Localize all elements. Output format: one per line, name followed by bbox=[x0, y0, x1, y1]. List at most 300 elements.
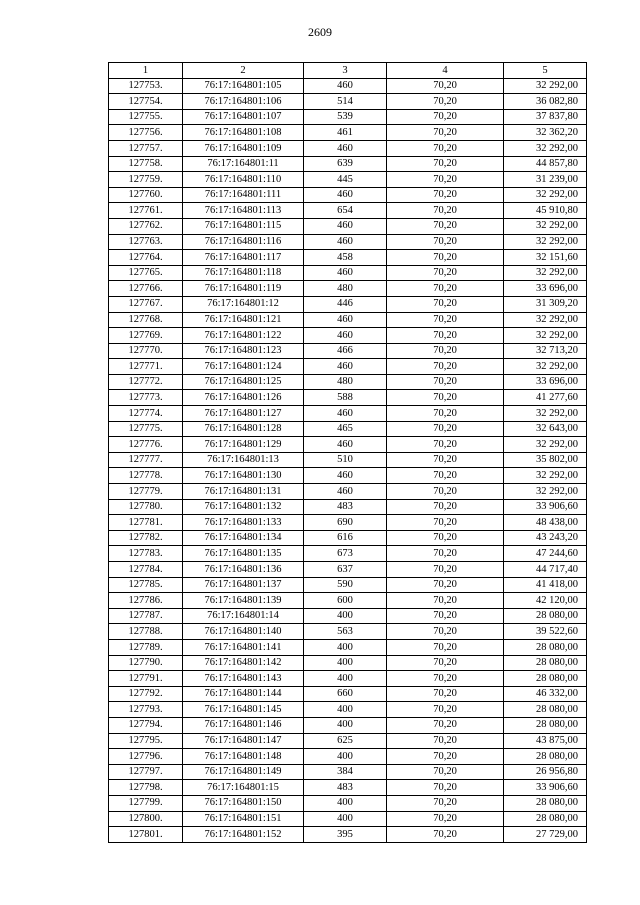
table-cell: 41 418,00 bbox=[504, 577, 587, 593]
table-cell: 127760. bbox=[109, 187, 183, 203]
table-cell: 483 bbox=[304, 499, 387, 515]
table-cell: 76:17:164801:136 bbox=[183, 562, 304, 578]
table-row bbox=[109, 390, 587, 406]
table-cell: 76:17:164801:113 bbox=[183, 203, 304, 219]
table-cell: 26 956,80 bbox=[504, 764, 587, 780]
table-cell: 28 080,00 bbox=[504, 749, 587, 765]
table-cell: 32 151,60 bbox=[504, 250, 587, 266]
table-cell: 32 362,20 bbox=[504, 125, 587, 141]
table-row bbox=[109, 406, 587, 422]
table-cell: 625 bbox=[304, 733, 387, 749]
table-row bbox=[109, 312, 587, 328]
table-cell: 70,20 bbox=[387, 686, 504, 702]
table-cell: 127758. bbox=[109, 156, 183, 172]
table-cell: 461 bbox=[304, 125, 387, 141]
table-cell: 76:17:164801:14 bbox=[183, 608, 304, 624]
table-cell: 70,20 bbox=[387, 593, 504, 609]
table-cell: 70,20 bbox=[387, 468, 504, 484]
table-cell: 127771. bbox=[109, 359, 183, 375]
table-cell: 400 bbox=[304, 639, 387, 655]
table-cell: 460 bbox=[304, 359, 387, 375]
table-cell: 32 292,00 bbox=[504, 359, 587, 375]
table-cell: 70,20 bbox=[387, 250, 504, 266]
table-cell: 127753. bbox=[109, 78, 183, 94]
table-cell: 127778. bbox=[109, 468, 183, 484]
table-cell: 127784. bbox=[109, 562, 183, 578]
table-row bbox=[109, 281, 587, 297]
table-cell: 127800. bbox=[109, 811, 183, 827]
table-cell: 76:17:164801:150 bbox=[183, 795, 304, 811]
table-cell: 70,20 bbox=[387, 608, 504, 624]
table-row bbox=[109, 140, 587, 156]
table-cell: 127795. bbox=[109, 733, 183, 749]
table-cell: 460 bbox=[304, 312, 387, 328]
table-cell: 76:17:164801:137 bbox=[183, 577, 304, 593]
table-cell: 32 292,00 bbox=[504, 328, 587, 344]
table-cell: 76:17:164801:125 bbox=[183, 374, 304, 390]
table-cell: 127781. bbox=[109, 515, 183, 531]
table-row bbox=[109, 437, 587, 453]
table-row bbox=[109, 156, 587, 172]
table-cell: 28 080,00 bbox=[504, 639, 587, 655]
table-row bbox=[109, 546, 587, 562]
table-cell: 70,20 bbox=[387, 717, 504, 733]
table-cell: 76:17:164801:141 bbox=[183, 639, 304, 655]
table-cell: 37 837,80 bbox=[504, 109, 587, 125]
table-cell: 76:17:164801:115 bbox=[183, 218, 304, 234]
table-cell: 127756. bbox=[109, 125, 183, 141]
table-cell: 127780. bbox=[109, 499, 183, 515]
table-row bbox=[109, 780, 587, 796]
table-row bbox=[109, 733, 587, 749]
table-cell: 445 bbox=[304, 172, 387, 188]
table-cell: 127787. bbox=[109, 608, 183, 624]
table-cell: 127767. bbox=[109, 296, 183, 312]
table-cell: 70,20 bbox=[387, 624, 504, 640]
table-cell: 70,20 bbox=[387, 281, 504, 297]
table-row bbox=[109, 296, 587, 312]
table-cell: 32 643,00 bbox=[504, 421, 587, 437]
table-cell: 70,20 bbox=[387, 484, 504, 500]
table-cell: 127772. bbox=[109, 374, 183, 390]
table-row bbox=[109, 218, 587, 234]
table-cell: 46 332,00 bbox=[504, 686, 587, 702]
column-header: 4 bbox=[387, 63, 504, 79]
table-row bbox=[109, 717, 587, 733]
table-cell: 600 bbox=[304, 593, 387, 609]
table-cell: 32 292,00 bbox=[504, 406, 587, 422]
column-header: 5 bbox=[504, 63, 587, 79]
table-cell: 588 bbox=[304, 390, 387, 406]
table-cell: 460 bbox=[304, 484, 387, 500]
table-row bbox=[109, 702, 587, 718]
table-cell: 400 bbox=[304, 749, 387, 765]
table-cell: 76:17:164801:122 bbox=[183, 328, 304, 344]
table-cell: 654 bbox=[304, 203, 387, 219]
table-cell: 466 bbox=[304, 343, 387, 359]
table-row bbox=[109, 577, 587, 593]
table-cell: 76:17:164801:109 bbox=[183, 140, 304, 156]
table-cell: 42 120,00 bbox=[504, 593, 587, 609]
table-row bbox=[109, 328, 587, 344]
table-cell: 32 292,00 bbox=[504, 78, 587, 94]
table-cell: 70,20 bbox=[387, 702, 504, 718]
table-cell: 70,20 bbox=[387, 203, 504, 219]
table-cell: 70,20 bbox=[387, 671, 504, 687]
table-cell: 33 696,00 bbox=[504, 374, 587, 390]
table-cell: 70,20 bbox=[387, 795, 504, 811]
table-cell: 127783. bbox=[109, 546, 183, 562]
table-cell: 127790. bbox=[109, 655, 183, 671]
table-cell: 660 bbox=[304, 686, 387, 702]
table-cell: 43 875,00 bbox=[504, 733, 587, 749]
table-cell: 70,20 bbox=[387, 437, 504, 453]
table-row bbox=[109, 764, 587, 780]
table-cell: 460 bbox=[304, 265, 387, 281]
table-cell: 45 910,80 bbox=[504, 203, 587, 219]
table-cell: 32 292,00 bbox=[504, 312, 587, 328]
table-cell: 76:17:164801:128 bbox=[183, 421, 304, 437]
table-cell: 32 292,00 bbox=[504, 140, 587, 156]
table-cell: 70,20 bbox=[387, 156, 504, 172]
table-cell: 70,20 bbox=[387, 218, 504, 234]
table-cell: 70,20 bbox=[387, 577, 504, 593]
table-cell: 76:17:164801:118 bbox=[183, 265, 304, 281]
table-cell: 33 696,00 bbox=[504, 281, 587, 297]
table-cell: 36 082,80 bbox=[504, 94, 587, 110]
table-cell: 47 244,60 bbox=[504, 546, 587, 562]
table-cell: 76:17:164801:11 bbox=[183, 156, 304, 172]
table-cell: 460 bbox=[304, 406, 387, 422]
table-row bbox=[109, 468, 587, 484]
table-cell: 41 277,60 bbox=[504, 390, 587, 406]
table-cell: 76:17:164801:146 bbox=[183, 717, 304, 733]
table-row bbox=[109, 78, 587, 94]
table-cell: 76:17:164801:135 bbox=[183, 546, 304, 562]
table-cell: 70,20 bbox=[387, 234, 504, 250]
table-cell: 76:17:164801:15 bbox=[183, 780, 304, 796]
table-cell: 127773. bbox=[109, 390, 183, 406]
table-cell: 70,20 bbox=[387, 265, 504, 281]
table-cell: 127765. bbox=[109, 265, 183, 281]
table-cell: 460 bbox=[304, 187, 387, 203]
table-cell: 70,20 bbox=[387, 530, 504, 546]
table-row bbox=[109, 499, 587, 515]
table-row bbox=[109, 624, 587, 640]
table-cell: 539 bbox=[304, 109, 387, 125]
table-row bbox=[109, 125, 587, 141]
column-header: 2 bbox=[183, 63, 304, 79]
table-cell: 70,20 bbox=[387, 827, 504, 843]
table-cell: 127759. bbox=[109, 172, 183, 188]
table-row bbox=[109, 608, 587, 624]
table-cell: 70,20 bbox=[387, 125, 504, 141]
table-cell: 127791. bbox=[109, 671, 183, 687]
table-cell: 76:17:164801:110 bbox=[183, 172, 304, 188]
table-cell: 76:17:164801:123 bbox=[183, 343, 304, 359]
table-cell: 70,20 bbox=[387, 343, 504, 359]
table-cell: 127792. bbox=[109, 686, 183, 702]
table-cell: 76:17:164801:121 bbox=[183, 312, 304, 328]
table-row bbox=[109, 686, 587, 702]
table-cell: 400 bbox=[304, 671, 387, 687]
table-cell: 70,20 bbox=[387, 499, 504, 515]
table-cell: 32 713,20 bbox=[504, 343, 587, 359]
table-cell: 384 bbox=[304, 764, 387, 780]
table-cell: 44 717,40 bbox=[504, 562, 587, 578]
table-cell: 510 bbox=[304, 452, 387, 468]
table-cell: 400 bbox=[304, 795, 387, 811]
table-cell: 127769. bbox=[109, 328, 183, 344]
table-cell: 127801. bbox=[109, 827, 183, 843]
table-row bbox=[109, 593, 587, 609]
table-cell: 70,20 bbox=[387, 780, 504, 796]
table-cell: 458 bbox=[304, 250, 387, 266]
table-row bbox=[109, 109, 587, 125]
table-cell: 395 bbox=[304, 827, 387, 843]
table-cell: 127776. bbox=[109, 437, 183, 453]
table-cell: 127793. bbox=[109, 702, 183, 718]
table-cell: 28 080,00 bbox=[504, 811, 587, 827]
table-cell: 76:17:164801:124 bbox=[183, 359, 304, 375]
table-cell: 32 292,00 bbox=[504, 187, 587, 203]
table-cell: 70,20 bbox=[387, 94, 504, 110]
table-cell: 70,20 bbox=[387, 733, 504, 749]
table-row bbox=[109, 749, 587, 765]
table-row bbox=[109, 421, 587, 437]
table-cell: 48 438,00 bbox=[504, 515, 587, 531]
table-cell: 76:17:164801:151 bbox=[183, 811, 304, 827]
table-row bbox=[109, 795, 587, 811]
table-cell: 33 906,60 bbox=[504, 780, 587, 796]
table-cell: 127782. bbox=[109, 530, 183, 546]
table-row bbox=[109, 374, 587, 390]
table-cell: 31 239,00 bbox=[504, 172, 587, 188]
table-cell: 76:17:164801:148 bbox=[183, 749, 304, 765]
table-row bbox=[109, 530, 587, 546]
table-cell: 76:17:164801:132 bbox=[183, 499, 304, 515]
table-cell: 637 bbox=[304, 562, 387, 578]
table-cell: 127768. bbox=[109, 312, 183, 328]
table-row bbox=[109, 562, 587, 578]
table-cell: 70,20 bbox=[387, 655, 504, 671]
table-cell: 70,20 bbox=[387, 78, 504, 94]
table-cell: 400 bbox=[304, 717, 387, 733]
table-cell: 70,20 bbox=[387, 187, 504, 203]
table-cell: 70,20 bbox=[387, 515, 504, 531]
table-cell: 76:17:164801:127 bbox=[183, 406, 304, 422]
table-cell: 44 857,80 bbox=[504, 156, 587, 172]
table-cell: 70,20 bbox=[387, 406, 504, 422]
table-cell: 76:17:164801:145 bbox=[183, 702, 304, 718]
table-cell: 28 080,00 bbox=[504, 608, 587, 624]
table-cell: 76:17:164801:13 bbox=[183, 452, 304, 468]
table-cell: 70,20 bbox=[387, 109, 504, 125]
table-cell: 28 080,00 bbox=[504, 671, 587, 687]
table-cell: 76:17:164801:152 bbox=[183, 827, 304, 843]
table-cell: 127798. bbox=[109, 780, 183, 796]
table-cell: 32 292,00 bbox=[504, 468, 587, 484]
table-cell: 76:17:164801:129 bbox=[183, 437, 304, 453]
table-cell: 76:17:164801:12 bbox=[183, 296, 304, 312]
table-cell: 460 bbox=[304, 78, 387, 94]
table-row bbox=[109, 203, 587, 219]
table-cell: 28 080,00 bbox=[504, 717, 587, 733]
table-row bbox=[109, 484, 587, 500]
table-cell: 76:17:164801:147 bbox=[183, 733, 304, 749]
table-cell: 70,20 bbox=[387, 639, 504, 655]
table-cell: 70,20 bbox=[387, 749, 504, 765]
table-cell: 690 bbox=[304, 515, 387, 531]
table-body bbox=[109, 78, 587, 842]
table-cell: 483 bbox=[304, 780, 387, 796]
table-cell: 76:17:164801:116 bbox=[183, 234, 304, 250]
table-cell: 27 729,00 bbox=[504, 827, 587, 843]
table-cell: 76:17:164801:144 bbox=[183, 686, 304, 702]
table-cell: 127754. bbox=[109, 94, 183, 110]
table-cell: 76:17:164801:130 bbox=[183, 468, 304, 484]
table-row bbox=[109, 250, 587, 266]
table-cell: 35 802,00 bbox=[504, 452, 587, 468]
table-cell: 70,20 bbox=[387, 374, 504, 390]
column-header: 3 bbox=[304, 63, 387, 79]
table-cell: 127785. bbox=[109, 577, 183, 593]
table-cell: 43 243,20 bbox=[504, 530, 587, 546]
table-cell: 400 bbox=[304, 811, 387, 827]
table-cell: 127797. bbox=[109, 764, 183, 780]
table-row bbox=[109, 671, 587, 687]
table-cell: 127794. bbox=[109, 717, 183, 733]
table-cell: 127774. bbox=[109, 406, 183, 422]
table-cell: 563 bbox=[304, 624, 387, 640]
table-cell: 127799. bbox=[109, 795, 183, 811]
table-header-row bbox=[109, 63, 587, 79]
table-cell: 70,20 bbox=[387, 546, 504, 562]
table-row bbox=[109, 359, 587, 375]
table-cell: 480 bbox=[304, 374, 387, 390]
table-cell: 76:17:164801:126 bbox=[183, 390, 304, 406]
table-cell: 127766. bbox=[109, 281, 183, 297]
table-cell: 673 bbox=[304, 546, 387, 562]
table-cell: 76:17:164801:119 bbox=[183, 281, 304, 297]
table-cell: 127789. bbox=[109, 639, 183, 655]
table-cell: 400 bbox=[304, 702, 387, 718]
table-row bbox=[109, 343, 587, 359]
table-cell: 76:17:164801:133 bbox=[183, 515, 304, 531]
table-cell: 76:17:164801:149 bbox=[183, 764, 304, 780]
table-cell: 76:17:164801:139 bbox=[183, 593, 304, 609]
table-cell: 460 bbox=[304, 468, 387, 484]
table-row bbox=[109, 234, 587, 250]
table-row bbox=[109, 172, 587, 188]
table-cell: 70,20 bbox=[387, 359, 504, 375]
table-cell: 70,20 bbox=[387, 328, 504, 344]
table-cell: 400 bbox=[304, 608, 387, 624]
table-cell: 127762. bbox=[109, 218, 183, 234]
table-cell: 446 bbox=[304, 296, 387, 312]
table-cell: 460 bbox=[304, 218, 387, 234]
table-cell: 28 080,00 bbox=[504, 702, 587, 718]
table-cell: 460 bbox=[304, 437, 387, 453]
page-number: 2609 bbox=[308, 25, 332, 39]
table-cell: 76:17:164801:105 bbox=[183, 78, 304, 94]
table-cell: 70,20 bbox=[387, 296, 504, 312]
table-cell: 127757. bbox=[109, 140, 183, 156]
table-row bbox=[109, 639, 587, 655]
table-cell: 127775. bbox=[109, 421, 183, 437]
table-cell: 127779. bbox=[109, 484, 183, 500]
table-cell: 32 292,00 bbox=[504, 234, 587, 250]
table-cell: 76:17:164801:106 bbox=[183, 94, 304, 110]
table-cell: 76:17:164801:134 bbox=[183, 530, 304, 546]
table-cell: 514 bbox=[304, 94, 387, 110]
table-cell: 70,20 bbox=[387, 421, 504, 437]
table-cell: 32 292,00 bbox=[504, 437, 587, 453]
table-cell: 76:17:164801:140 bbox=[183, 624, 304, 640]
table-cell: 76:17:164801:111 bbox=[183, 187, 304, 203]
table-cell: 76:17:164801:108 bbox=[183, 125, 304, 141]
table-cell: 70,20 bbox=[387, 390, 504, 406]
table-cell: 400 bbox=[304, 655, 387, 671]
table-row bbox=[109, 655, 587, 671]
table-cell: 127764. bbox=[109, 250, 183, 266]
table-cell: 127755. bbox=[109, 109, 183, 125]
table-cell: 480 bbox=[304, 281, 387, 297]
table-cell: 76:17:164801:143 bbox=[183, 671, 304, 687]
table-row bbox=[109, 94, 587, 110]
table-cell: 33 906,60 bbox=[504, 499, 587, 515]
table-cell: 31 309,20 bbox=[504, 296, 587, 312]
table-row bbox=[109, 452, 587, 468]
table-cell: 127770. bbox=[109, 343, 183, 359]
table-cell: 28 080,00 bbox=[504, 795, 587, 811]
table-cell: 127777. bbox=[109, 452, 183, 468]
table-cell: 39 522,60 bbox=[504, 624, 587, 640]
table-row bbox=[109, 187, 587, 203]
table-cell: 76:17:164801:117 bbox=[183, 250, 304, 266]
table-cell: 32 292,00 bbox=[504, 265, 587, 281]
table-cell: 639 bbox=[304, 156, 387, 172]
table-row bbox=[109, 265, 587, 281]
table-cell: 70,20 bbox=[387, 562, 504, 578]
table-cell: 70,20 bbox=[387, 452, 504, 468]
table-row bbox=[109, 515, 587, 531]
table-cell: 70,20 bbox=[387, 764, 504, 780]
table-cell: 127796. bbox=[109, 749, 183, 765]
table-cell: 127763. bbox=[109, 234, 183, 250]
table-row bbox=[109, 827, 587, 843]
table-row bbox=[109, 811, 587, 827]
table-cell: 70,20 bbox=[387, 140, 504, 156]
table-cell: 70,20 bbox=[387, 172, 504, 188]
table-cell: 460 bbox=[304, 140, 387, 156]
table-cell: 127761. bbox=[109, 203, 183, 219]
table-cell: 32 292,00 bbox=[504, 218, 587, 234]
table-cell: 460 bbox=[304, 328, 387, 344]
table-cell: 76:17:164801:131 bbox=[183, 484, 304, 500]
table-cell: 465 bbox=[304, 421, 387, 437]
table-cell: 590 bbox=[304, 577, 387, 593]
table-cell: 32 292,00 bbox=[504, 484, 587, 500]
data-table bbox=[108, 62, 587, 843]
table-cell: 127788. bbox=[109, 624, 183, 640]
table-cell: 616 bbox=[304, 530, 387, 546]
table-cell: 70,20 bbox=[387, 811, 504, 827]
column-header: 1 bbox=[109, 63, 183, 79]
table-cell: 127786. bbox=[109, 593, 183, 609]
table-cell: 76:17:164801:142 bbox=[183, 655, 304, 671]
table-cell: 460 bbox=[304, 234, 387, 250]
